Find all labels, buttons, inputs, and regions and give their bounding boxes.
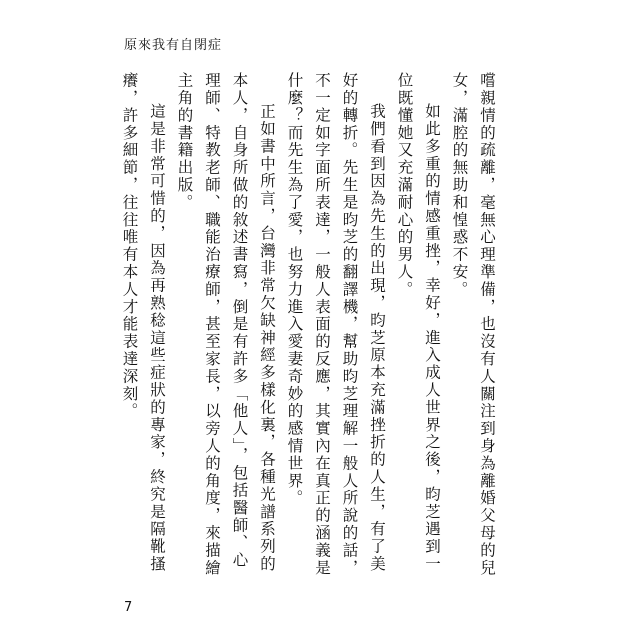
body-text [120, 72, 500, 586]
paragraph: 正如書中所言，台灣非常欠缺神經多樣化裏，各種光譜系列的本人，自身所做的敘述書寫，倒是有許多「他人」，包括醫師、心理師、特教老師、職能治療師，甚至家長，以旁人的角度，來描繪主角的書籍出版。 [175, 72, 276, 577]
paragraph: 如此多重的情感重挫，幸好，進入成人世界之後，昀芝遇到一位既懂她又充滿耐心的男人。 [395, 72, 441, 573]
paragraph: 嚐親情的疏離，毫無心理準備，也沒有人關注到身為離婚父母的兒女，滿腔的無助和惶惑不安。 [450, 72, 496, 577]
paragraph: 我們看到因為先生的出現，昀芝原本充滿挫折的人生，有了美好的轉折。先生是昀芝的翻譯機，幫助昀芝理解一般人所說的話，不一定如字面所表達，一般人表面的反應，其實內在真正的涵義是什麼？而先生為了愛，也努力進入愛妻奇妙的感情世界。 [285, 72, 386, 577]
page-number: 7 [124, 600, 133, 615]
running-header-title: 原來我有自閉症 [124, 38, 223, 53]
paragraph: 這是非常可惜的，因為再熟稔這些症狀的專家，終究是隔靴搔癢，許多細節，往往唯有本人才能表達深刻。 [120, 72, 166, 573]
